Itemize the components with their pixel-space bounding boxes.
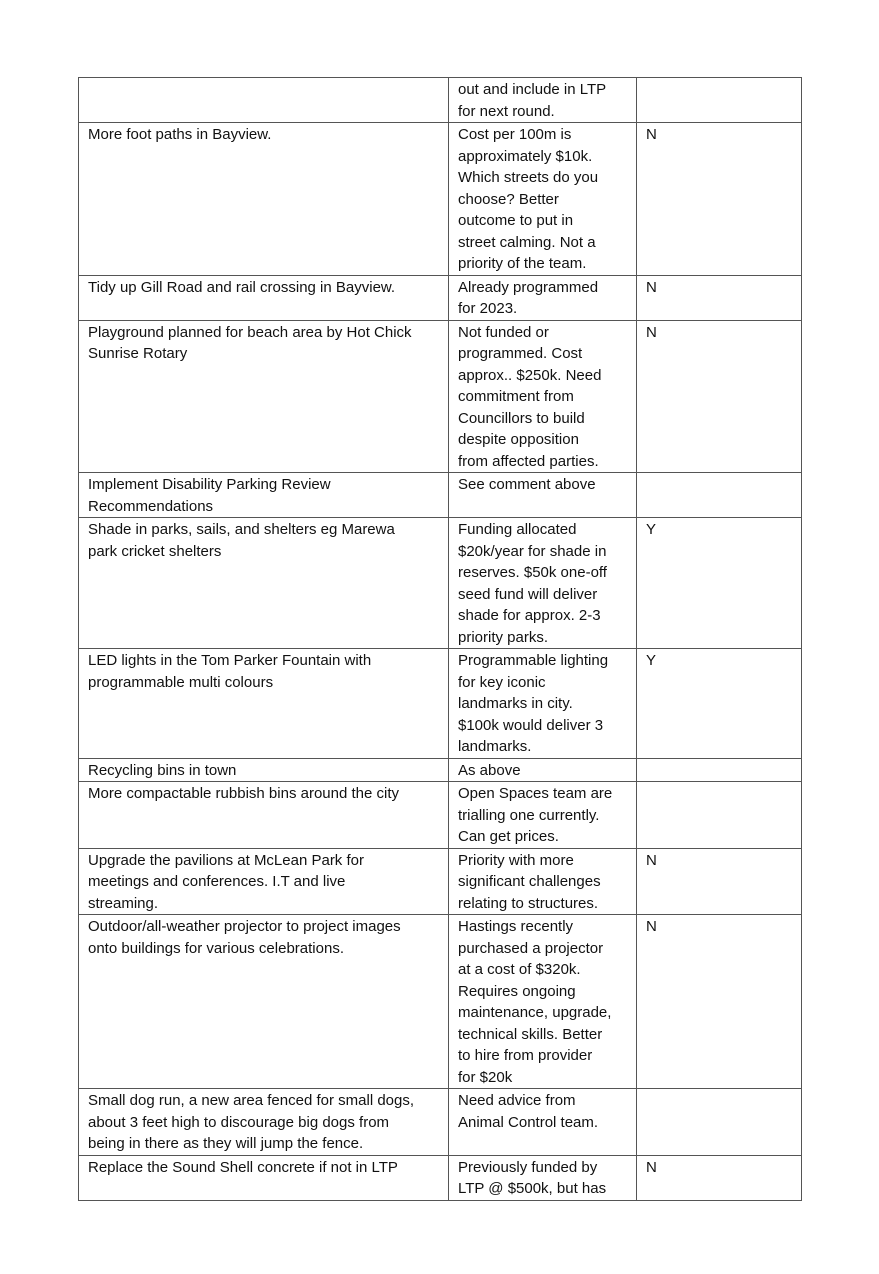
decision-cell: [637, 473, 802, 518]
decision-cell: [637, 78, 802, 123]
request-cell: Shade in parks, sails, and shelters eg Marewa park cricket shelters: [79, 518, 449, 649]
response-cell: Not funded or programmed. Cost approx.. $250k. Need commitment from Councillors to build despite opposition from affected parties.: [449, 320, 637, 473]
table-row: [79, 1155, 802, 1200]
response-cell: Already programmed for 2023.: [449, 275, 637, 320]
decision-cell: N: [637, 1155, 802, 1200]
table-row: [79, 473, 802, 518]
decision-cell: N: [637, 123, 802, 276]
decision-cell: N: [637, 320, 802, 473]
table-row: [79, 915, 802, 1089]
decision-cell: [637, 782, 802, 849]
response-cell: Open Spaces team are trialling one currently. Can get prices.: [449, 782, 637, 849]
decision-cell: [637, 1089, 802, 1156]
response-cell: out and include in LTP for next round.: [449, 78, 637, 123]
table-row: [79, 320, 802, 473]
response-cell: Funding allocated $20k/year for shade in reserves. $50k one-off seed fund will deliver shade for approx. 2-3 priority parks.: [449, 518, 637, 649]
request-cell: More compactable rubbish bins around the city: [79, 782, 449, 849]
request-cell: Implement Disability Parking Review Recommendations: [79, 473, 449, 518]
response-cell: See comment above: [449, 473, 637, 518]
request-cell: Recycling bins in town: [79, 758, 449, 782]
decision-cell: Y: [637, 649, 802, 759]
request-cell: Upgrade the pavilions at McLean Park for meetings and conferences. I.T and live streaming.: [79, 848, 449, 915]
request-cell: More foot paths in Bayview.: [79, 123, 449, 276]
table-body: [79, 78, 802, 1201]
table-row: [79, 78, 802, 123]
decision-cell: [637, 758, 802, 782]
request-cell: Playground planned for beach area by Hot Chick Sunrise Rotary: [79, 320, 449, 473]
table-row: [79, 782, 802, 849]
request-cell: LED lights in the Tom Parker Fountain with programmable multi colours: [79, 649, 449, 759]
decision-cell: N: [637, 848, 802, 915]
decision-cell: Y: [637, 518, 802, 649]
decision-cell: N: [637, 275, 802, 320]
requests-table: [78, 77, 802, 1201]
request-cell: [79, 78, 449, 123]
table-row: [79, 649, 802, 759]
request-cell: Tidy up Gill Road and rail crossing in Bayview.: [79, 275, 449, 320]
request-cell: Replace the Sound Shell concrete if not in LTP: [79, 1155, 449, 1200]
request-cell: Small dog run, a new area fenced for small dogs, about 3 feet high to discourage big dogs from being in there as they will jump the fence.: [79, 1089, 449, 1156]
response-cell: Hastings recently purchased a projector at a cost of $320k. Requires ongoing maintenance, upgrade, technical skills. Better to hire from provider for $20k: [449, 915, 637, 1089]
table-row: [79, 518, 802, 649]
response-cell: Cost per 100m is approximately $10k. Which streets do you choose? Better outcome to put in street calming. Not a priority of the team.: [449, 123, 637, 276]
table-row: [79, 275, 802, 320]
response-cell: Priority with more significant challenges relating to structures.: [449, 848, 637, 915]
response-cell: As above: [449, 758, 637, 782]
response-cell: Need advice from Animal Control team.: [449, 1089, 637, 1156]
decision-cell: N: [637, 915, 802, 1089]
table-row: [79, 1089, 802, 1156]
response-cell: Previously funded by LTP @ $500k, but has: [449, 1155, 637, 1200]
table-row: [79, 123, 802, 276]
response-cell: Programmable lighting for key iconic landmarks in city. $100k would deliver 3 landmarks.: [449, 649, 637, 759]
table-row: [79, 758, 802, 782]
request-cell: Outdoor/all-weather projector to project images onto buildings for various celebrations.: [79, 915, 449, 1089]
table-row: [79, 848, 802, 915]
